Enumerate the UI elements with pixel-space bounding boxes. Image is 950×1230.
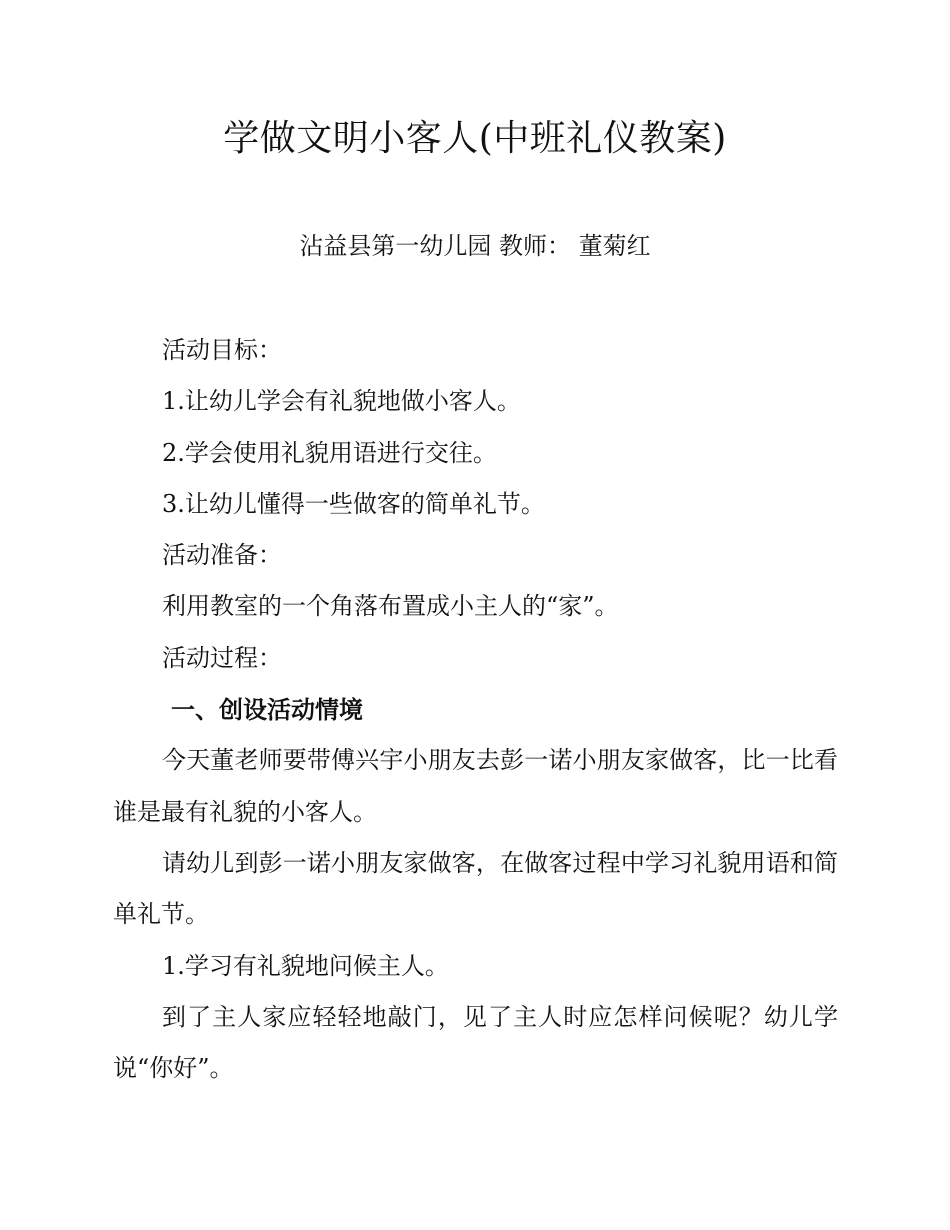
step-item: 1.学习有礼貌地问候主人。 (162, 951, 449, 980)
body-paragraph: 到了主人家应轻轻地敲门，见了主人时应怎样问候呢？幼儿学说“你好”。 (113, 1002, 838, 1083)
preparation-text: 利用教室的一个角落布置成小主人的“家”。 (162, 592, 619, 621)
goal-item: 2.学会使用礼貌用语进行交往。 (162, 438, 497, 467)
body-paragraph: 今天董老师要带傅兴宇小朋友去彭一诺小朋友家做客，比一比看谁是最有礼貌的小客人。 (113, 746, 838, 826)
document-subtitle: 沾益县第一幼儿园 教师： 董菊红 (299, 232, 651, 260)
section-heading: 一、创设活动情境 (171, 695, 363, 725)
section-label-preparation: 活动准备： (162, 541, 282, 570)
goal-item: 3.让幼儿懂得一些做客的简单礼节。 (162, 489, 545, 518)
goal-item: 1.让幼儿学会有礼貌地做小客人。 (162, 387, 521, 416)
document-body (113, 325, 838, 1094)
body-paragraph: 请幼儿到彭一诺小朋友家做客，在做客过程中学习礼貌用语和简单礼节。 (113, 848, 838, 929)
section-label-process: 活动过程： (162, 643, 282, 672)
document-title: 学做文明小客人(中班礼仪教案) (223, 118, 727, 159)
section-label-goals: 活动目标： (162, 336, 282, 364)
